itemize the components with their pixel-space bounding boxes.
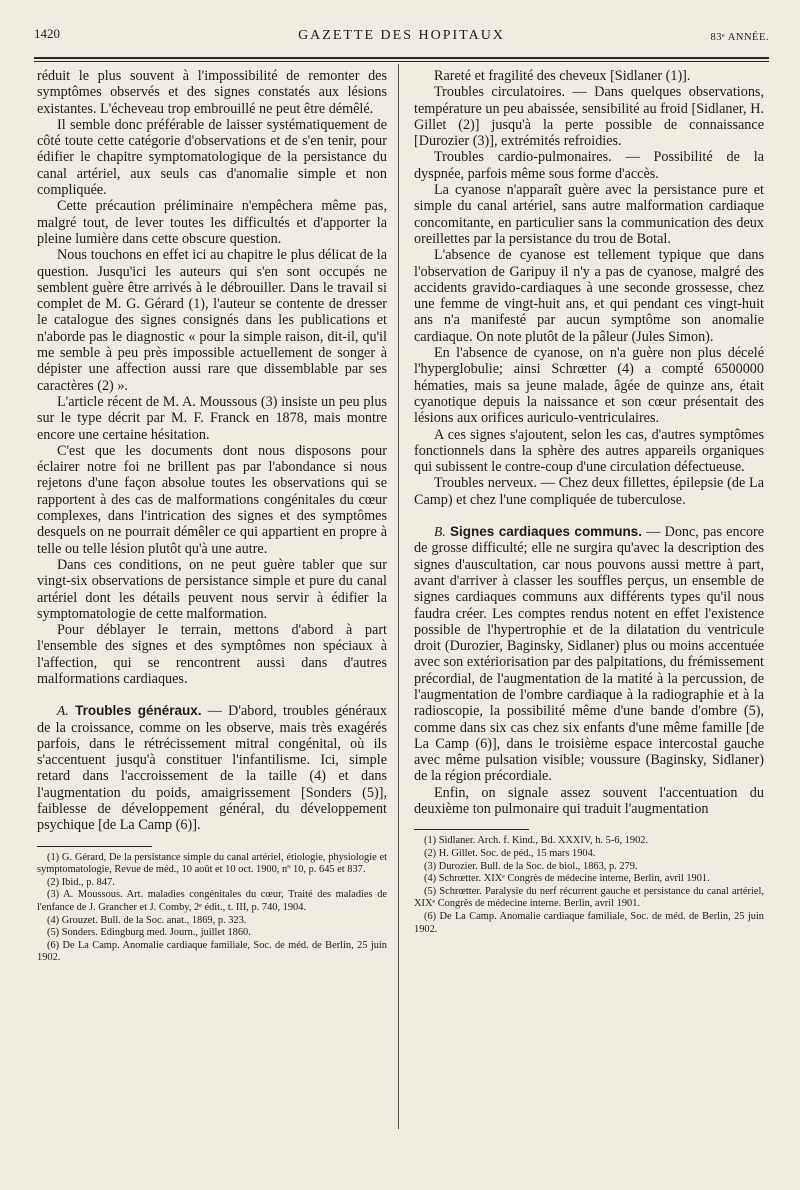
- section-a-heading: [57, 703, 202, 718]
- left-footnote-2: (2) Ibid., p. 847.: [47, 876, 115, 888]
- section-spacer: [414, 508, 764, 524]
- section-b-letter: B.: [434, 524, 446, 540]
- right-paragraph-6: En l'absence de cyanose, on n'a guère non plus décelé l'hyperglobulie; ainsi Schrœtter (4) a compté 6500000 hématies, mais sa jeune malade, âgée de quinze ans, était cyanotique depuis la naissance et son cœur présentait des lésions aux orifices auriculo-ventriculaires.: [414, 345, 764, 427]
- left-paragraph-1: réduit le plus souvent à l'impossibilité de remonter des symptômes observés et des signes constatés aux lésions existantes. L'écheveau trop embrouillé ne peut être démêlé.: [37, 68, 387, 117]
- right-footnote-5: (5) Schrœtter. Paralysie du nerf récurrent gauche et persistance du canal artériel, XIXᵉ Congrès de médecine interne. Berlin, avril 1901.: [414, 885, 764, 910]
- left-paragraph-8: Pour déblayer le terrain, mettons d'abord à part l'ensemble des signes et des symptômes non spéciaux à l'affection, qui se rencontrent aussi dans d'autres malformations cardiaques.: [37, 622, 387, 687]
- section-a: [37, 703, 387, 833]
- left-paragraph-3: Cette précaution préliminaire n'empêchera même pas, malgré tout, de lever toutes les difficultés et d'apporter la pleine lumière dans cette obscure question.: [37, 198, 387, 247]
- header-rule-thin: [34, 61, 769, 62]
- right-column: [414, 68, 764, 936]
- left-footnote-4: (4) Grouzet. Bull. de la Soc. anat., 1869, p. 323.: [47, 914, 247, 926]
- left-footnotes: [37, 846, 387, 965]
- right-footnote-2: (2) H. Gillet. Soc. de péd., 15 mars 1904.: [424, 847, 596, 859]
- right-footnotes: [414, 829, 764, 936]
- section-spacer: [37, 687, 387, 703]
- section-b-heading: [434, 524, 642, 539]
- right-paragraph-3: Troubles cardio-pulmonaires. — Possibilité de la dyspnée, parfois même sous forme d'accès.: [414, 149, 764, 182]
- section-b: [414, 524, 764, 785]
- left-paragraph-4: Nous touchons en effet ici au chapitre le plus délicat de la question. Jusqu'ici les auteurs qui s'en sont occupés ne semblent guère être arrivés à le débrouiller. Dans le travail si complet de M. G. Gérard (1), l'auteur se contente de dresser le catalogue des signes consignés dans les publications et n'aborde pas le diagnostic « pour la simple raison, dit-il, qu'il me semble à peu près impossible actuellement de songer à dépister une affection aussi rare que dissemblable par ses caractères (2) ».: [37, 247, 387, 394]
- right-paragraph-8: Troubles nerveux. — Chez deux fillettes, épilepsie (de La Camp) et chez l'une compliquée de tuberculose.: [414, 475, 764, 508]
- section-a-text: — D'abord, troubles généraux de la croissance, comme on les observe, mais très exagérés parfois, dans le rétrécissement mitral congénital, où ils s'accentuent jusqu'à constituer l'infantilisme. Ici, simple retard dans l'accroissement de la taille (4) et dans l'augmentation du poids, amaigrissement [Sonders (5)], faiblesse de développement général, du développement psychique [de La Camp (6)].: [37, 703, 387, 834]
- header-rule-thick: [34, 57, 769, 59]
- right-footnote-1: (1) Sidlaner. Arch. f. Kind., Bd. XXXIV, h. 5-6, 1902.: [424, 835, 649, 847]
- right-last-paragraph: Enfin, on signale assez souvent l'accentuation du deuxième ton pulmonaire qui traduit l'augmentation: [414, 784, 764, 818]
- left-footnote-5: (5) Sonders. Edingburg med. Journ., juillet 1860.: [47, 927, 251, 939]
- journal-title: GAZETTE DES HOPITAUX: [298, 28, 505, 43]
- left-footnote-1: (1) G. Gérard, De la persistance simple du canal artériel, étiologie, physiologie et symptomatologie, Revue de méd., 10 août et 10 oct. 1900, nº 10, p. 645 et 837.: [37, 851, 387, 876]
- footnote-rule: [37, 846, 152, 847]
- left-footnote-3: (3) A. Moussous. Art. maladies congénitales du cœur, Traité des maladies de l'enfance de J. Grancher et J. Comby, 2ᵉ édit., t. III, p. 740, 1904.: [37, 889, 387, 914]
- section-a-title: Troubles généraux.: [75, 703, 202, 719]
- left-column: [37, 68, 387, 965]
- section-a-letter: A.: [57, 703, 69, 719]
- right-paragraph-4: La cyanose n'apparaît guère avec la persistance pure et simple du canal artériel, sans autre malformation cardiaque concomitante, en particulier sans la communication des deux oreillettes par la persistance du trou de Botal.: [414, 182, 764, 247]
- section-b-text: — Donc, pas encore de grosse difficulté; elle ne surgira qu'avec la description des signes d'auscultation, car nous pouvons aussi mettre à part, avant d'arriver à classer les souffles perçus, un ensemble de signes cardiaques communs aux différents types qu'il nous faudra créer. Les comptes rendus notent en effet l'existence possible de l'hypertrophie et de la dilatation du ventricule droit (Durozier, Baginsky, Sidlaner) plus ou moins accentuée avec son extériorisation par des palpitations, du frémissement précordial, de l'augmentation de la matité à la percussion, de l'augmentation de l'ombre cardiaque à la radiographie et à la radioscopie, la possibilité même d'une bande d'ombre (5), comme dans six cas chez six enfants d'une même famille [de La Camp (6)], dans le troisième espace intercostal gauche avec même pulsation visible; voussure (Baginsky, Sidlaner) de la région précordiale.: [414, 524, 764, 785]
- section-b-title: Signes cardiaques communs.: [450, 524, 642, 540]
- right-paragraph-5: L'absence de cyanose est tellement typique que dans l'observation de Garipuy il n'y a pas de cyanose, malgré des accidents gravido-cardiaques à une seconde grossesse, chez une femme de vingt-huit ans, et qui pendant ces vingt-huit ans n'a manifesté par aucun symptôme son anomalie cardiaque. On note plutôt de la pâleur (Jules Simon).: [414, 247, 764, 345]
- right-footnote-3: (3) Durozier. Bull. de la Soc. de biol., 1863, p. 279.: [424, 860, 638, 872]
- right-paragraph-1: Rareté et fragilité des cheveux [Sidlaner (1)].: [434, 68, 691, 84]
- year-label: 83ᵉ ANNÉE.: [710, 32, 769, 43]
- left-paragraph-5: L'article récent de M. A. Moussous (3) insiste un peu plus sur le type décrit par M. F. Franck en 1878, mais montre encore une certaine hésitation.: [37, 393, 387, 443]
- left-paragraph-6: C'est que les documents dont nous disposons pour éclairer notre foi ne brillent pas par l'abondance si nous rejetons d'une façon absolue toutes les observations qui se rapportent à des cas de malformations congénitales du cœur complexes, dans l'intrication des signes et des symptômes desquels on ne pourrait démêler ce qui appartient en propre à telle ou telle lésion plutôt qu'à une autre.: [37, 442, 387, 557]
- right-footnote-4: (4) Schrœtter. XIXᵉ Congrès de médecine interne, Berlin, avril 1901.: [424, 873, 710, 885]
- right-footnote-6: (6) De La Camp. Anomalie cardiaque familiale, Soc. de méd. de Berlin, 25 juin 1902.: [414, 910, 764, 935]
- column-divider: [398, 64, 399, 1129]
- right-paragraph-7: A ces signes s'ajoutent, selon les cas, d'autres symptômes fonctionnels dans la sphère des autres appareils organiques qui subissent le contre-coup d'une circulation défectueuse.: [414, 426, 764, 476]
- footnote-rule: [414, 829, 529, 830]
- left-footnote-6: (6) De La Camp. Anomalie cardiaque familiale, Soc. de méd. de Berlin, 25 juin 1902.: [37, 939, 387, 964]
- right-paragraph-2: Troubles circulatoires. — Dans quelques observations, température un peu abaissée, sensibilité au froid [Sidlaner, H. Gillet (2)] jusqu'à la perte possible de connaissance [Durozier (3)], extrémités refroidies.: [414, 84, 764, 150]
- page-number: 1420: [34, 26, 60, 41]
- left-paragraph-7: Dans ces conditions, on ne peut guère tabler que sur vingt-six observations de persistance simple et pure du canal artériel dont les détails peuvent nous servir à édifier la symptomatologie de cette malformation.: [37, 556, 387, 622]
- page-header: [34, 22, 769, 50]
- left-paragraph-2: Il semble donc préférable de laisser systématiquement de côté toute cette catégorie d'observations et de s'en tenir, pour édifier le chapitre symptomatologique de la persistance du canal artériel, aux seuls cas d'anomalie simple et non compliquée.: [37, 116, 387, 199]
